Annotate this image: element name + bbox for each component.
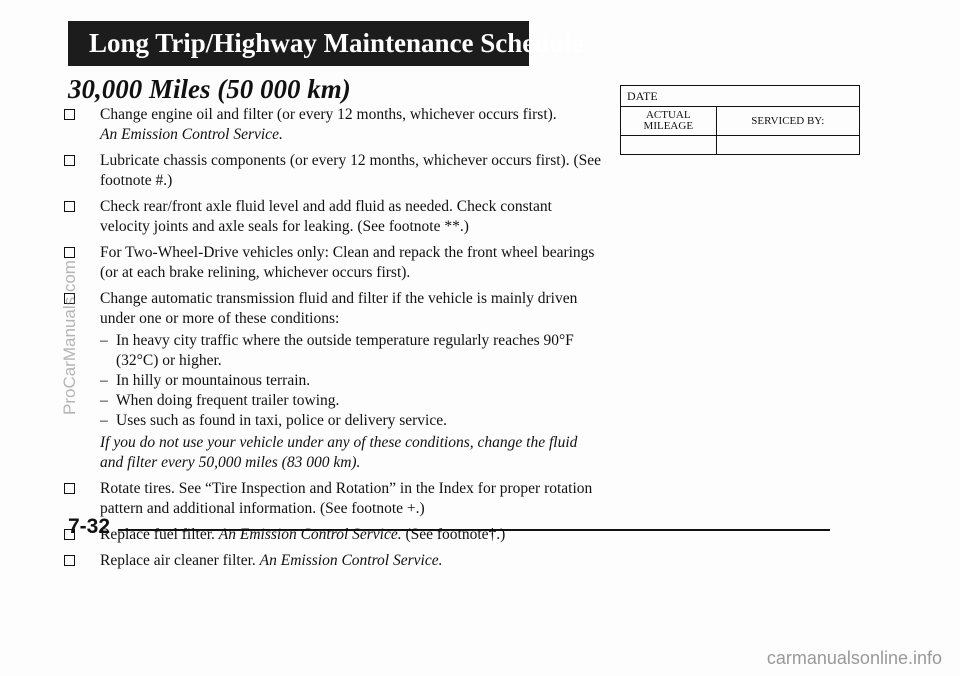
condition-item — [64, 391, 604, 411]
item-emphasis: An Emission Control Service. — [259, 552, 443, 569]
checkbox[interactable] — [64, 555, 75, 566]
condition-item — [64, 331, 604, 371]
service-log-table — [620, 85, 860, 155]
maintenance-checklist — [64, 105, 604, 577]
condition-text: When doing frequent trailer towing. — [116, 392, 340, 409]
checklist-item — [64, 479, 604, 519]
item-text: Replace air cleaner filter. — [100, 552, 256, 569]
side-watermark: ProCarManuals.com — [60, 260, 79, 415]
conditions-note: If you do not use your vehicle under any of these conditions, change the fluid and filter every 50,000 miles (83 000 km). — [100, 434, 578, 471]
checkbox[interactable] — [64, 247, 75, 258]
checkbox[interactable] — [64, 201, 75, 212]
bottom-watermark: carmanualsonline.info — [766, 648, 942, 668]
dash-bullet: – — [100, 412, 108, 429]
checkbox[interactable] — [64, 155, 75, 166]
mileage-entry[interactable] — [621, 136, 717, 155]
condition-text: In hilly or mountainous terrain. — [116, 372, 311, 389]
checklist-item — [64, 105, 604, 145]
item-text: Replace fuel filter. — [100, 526, 215, 543]
item-text: Lubricate chassis components (or every 12 months, whichever occurs first). (See footnote #.) — [100, 152, 602, 189]
item-emphasis: An Emission Control Service. — [218, 526, 402, 543]
dash-bullet: – — [100, 332, 108, 349]
condition-item — [64, 411, 604, 431]
serviced-by-entry[interactable] — [716, 136, 859, 155]
checklist-item — [64, 525, 604, 545]
dash-bullet: – — [100, 392, 108, 409]
serviced-by-label: SERVICED BY: — [716, 107, 859, 136]
dash-bullet: – — [100, 372, 108, 389]
checkbox[interactable] — [64, 483, 75, 494]
item-text: For Two-Wheel-Drive vehicles only: Clean and repack the front wheel bearings (or at each brake relining, whichever occurs first). — [100, 244, 595, 281]
checkbox[interactable] — [64, 109, 75, 120]
checklist-item — [64, 551, 604, 571]
checklist-item — [64, 289, 604, 329]
checklist-item — [64, 243, 604, 283]
item-text: Change automatic transmission fluid and filter if the vehicle is mainly driven under one or more of these conditions: — [100, 290, 578, 327]
item-footnote: (See footnote†.) — [405, 526, 506, 543]
checklist-item — [64, 151, 604, 191]
condition-text: In heavy city traffic where the outside temperature regularly reaches 90°F (32°C) or higher. — [116, 332, 574, 369]
item-emphasis: An Emission Control Service. — [100, 126, 283, 143]
condition-item — [64, 371, 604, 391]
mileage-label: ACTUAL MILEAGE — [621, 107, 717, 136]
page-number: 7-32 — [68, 515, 111, 538]
condition-text: Uses such as found in taxi, police or delivery service. — [116, 412, 448, 429]
item-text: Check rear/front axle fluid level and add fluid as needed. Check constant velocity joints and axle seals for leaking. (See footnote **.) — [100, 198, 552, 235]
item-text: Change engine oil and filter (or every 12 months, whichever occurs first). — [100, 106, 557, 123]
section-heading: 30,000 Miles (50 000 km) — [68, 74, 351, 104]
checklist-item — [64, 197, 604, 237]
footer-rule — [118, 529, 830, 531]
date-label: DATE — [621, 86, 860, 107]
page-title: Long Trip/Highway Maintenance Schedule — [68, 21, 529, 66]
item-text: Rotate tires. See “Tire Inspection and Rotation” in the Index for proper rotation pattern and additional information. (See footnote +.) — [100, 480, 593, 517]
